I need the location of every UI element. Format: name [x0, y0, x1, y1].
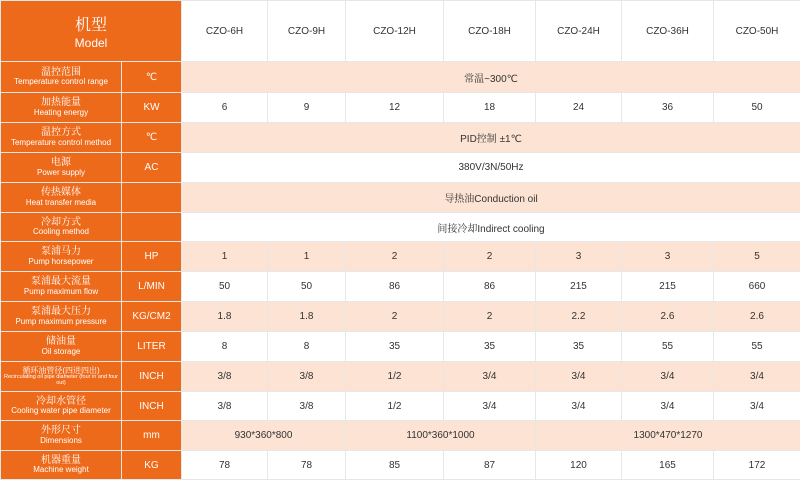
value-cell: 1.8: [268, 302, 346, 332]
value-cell: 1/2: [346, 392, 444, 421]
row-label: [1, 153, 122, 183]
spec-row: [1, 392, 800, 421]
value-cell: 215: [622, 272, 714, 302]
value-cell: 8: [268, 332, 346, 362]
model-header-cell: [1, 1, 182, 62]
value-cell: 165: [622, 451, 714, 480]
value-cell: 18: [444, 93, 536, 123]
value-cell: PID控制 ±1℃: [182, 123, 800, 153]
value-cell: 导热油Conduction oil: [182, 183, 800, 213]
spec-row: [1, 242, 800, 272]
row-label-zh: 冷却水管径: [1, 397, 121, 408]
row-label-en: Power supply: [1, 169, 121, 177]
row-unit: INCH: [122, 392, 182, 421]
value-cell: 87: [444, 451, 536, 480]
spec-row: [1, 93, 800, 123]
row-label-en: Machine weight: [1, 466, 121, 474]
row-unit: INCH: [122, 362, 182, 392]
value-cell: 660: [714, 272, 800, 302]
value-cell: 2: [444, 302, 536, 332]
row-label-en: Heat transfer media: [1, 199, 121, 207]
row-label-en: Dimensions: [1, 437, 121, 445]
value-cell: 3/4: [444, 392, 536, 421]
value-cell: 35: [536, 332, 622, 362]
row-label: [1, 421, 122, 451]
value-cell: 86: [444, 272, 536, 302]
row-label: [1, 93, 122, 123]
value-cell: 24: [536, 93, 622, 123]
row-label: [1, 302, 122, 332]
value-cell: 36: [622, 93, 714, 123]
row-label-en: Pump maximum flow: [1, 288, 121, 296]
value-cell: 9: [268, 93, 346, 123]
row-unit: mm: [122, 421, 182, 451]
value-cell: 3/4: [536, 362, 622, 392]
model-name: CZO-6H: [182, 1, 268, 62]
value-cell: 8: [182, 332, 268, 362]
spec-row: [1, 62, 800, 93]
row-label-zh: 泵浦最大压力: [1, 307, 121, 318]
value-cell: 50: [268, 272, 346, 302]
value-cell: 120: [536, 451, 622, 480]
value-cell: 2.6: [714, 302, 800, 332]
spec-row: [1, 153, 800, 183]
value-cell: 2: [346, 302, 444, 332]
model-label-en: Model: [1, 36, 181, 50]
spec-row: [1, 213, 800, 242]
row-label-zh: 循环油管径(四进四出): [1, 367, 121, 375]
row-unit: KW: [122, 93, 182, 123]
value-cell: 3/8: [182, 362, 268, 392]
row-label: [1, 123, 122, 153]
row-label: [1, 183, 122, 213]
value-cell: 215: [536, 272, 622, 302]
header-row: [1, 1, 800, 62]
value-cell: 86: [346, 272, 444, 302]
row-label: [1, 392, 122, 421]
row-label-zh: 泵浦马力: [1, 247, 121, 258]
spec-row: [1, 332, 800, 362]
value-cell: 3/4: [714, 392, 800, 421]
row-unit: KG: [122, 451, 182, 480]
row-label-en: Temperature control method: [1, 139, 121, 147]
value-cell: 3/4: [622, 362, 714, 392]
model-name: CZO-36H: [622, 1, 714, 62]
row-unit: [122, 183, 182, 213]
spec-row: [1, 362, 800, 392]
row-label-en: Cooling water pipe diameter: [1, 407, 121, 415]
row-label-zh: 温控范围: [1, 68, 121, 79]
row-label: [1, 362, 122, 392]
value-cell: 35: [444, 332, 536, 362]
value-cell: 2: [444, 242, 536, 272]
value-cell: 55: [622, 332, 714, 362]
row-unit: ℃: [122, 62, 182, 93]
model-name: CZO-50H: [714, 1, 800, 62]
value-cell: 78: [268, 451, 346, 480]
row-label-en: Temperature control range: [1, 78, 121, 86]
row-label-zh: 电源: [1, 158, 121, 169]
model-label-zh: 机型: [1, 12, 181, 35]
value-cell: 1300*470*1270: [536, 421, 800, 451]
row-label-en: Oil storage: [1, 348, 121, 356]
value-cell: 1: [182, 242, 268, 272]
value-cell: 85: [346, 451, 444, 480]
row-label-zh: 储油量: [1, 337, 121, 348]
value-cell: 78: [182, 451, 268, 480]
value-cell: 3/4: [622, 392, 714, 421]
value-cell: 55: [714, 332, 800, 362]
value-cell: 12: [346, 93, 444, 123]
value-cell: 3/8: [268, 362, 346, 392]
model-name: CZO-12H: [346, 1, 444, 62]
model-name: CZO-24H: [536, 1, 622, 62]
value-cell: 2.2: [536, 302, 622, 332]
row-label-zh: 冷却方式: [1, 218, 121, 229]
row-label-zh: 外形尺寸: [1, 426, 121, 437]
row-label: [1, 332, 122, 362]
value-cell: 380V/3N/50Hz: [182, 153, 800, 183]
value-cell: 172: [714, 451, 800, 480]
row-label: [1, 62, 122, 93]
value-cell: 3/8: [182, 392, 268, 421]
row-label-en: Cooling method: [1, 228, 121, 236]
row-label-zh: 机器重量: [1, 456, 121, 467]
spec-row: [1, 123, 800, 153]
value-cell: 3/4: [444, 362, 536, 392]
value-cell: 2.6: [622, 302, 714, 332]
value-cell: 2: [346, 242, 444, 272]
row-label: [1, 242, 122, 272]
spec-row: [1, 272, 800, 302]
value-cell: 3/8: [268, 392, 346, 421]
value-cell: 3: [622, 242, 714, 272]
row-label-en: Recirculating oil pipe diameter (four in and four out): [1, 375, 121, 387]
model-name: CZO-9H: [268, 1, 346, 62]
row-label: [1, 272, 122, 302]
row-label-en: Pump maximum pressure: [1, 318, 121, 326]
value-cell: 5: [714, 242, 800, 272]
value-cell: 1.8: [182, 302, 268, 332]
value-cell: 3: [536, 242, 622, 272]
value-cell: 常温~300℃: [182, 62, 800, 93]
spec-row: [1, 421, 800, 451]
row-label-zh: 传热媒体: [1, 188, 121, 199]
value-cell: 间接冷却Indirect cooling: [182, 213, 800, 242]
spec-row: [1, 451, 800, 480]
value-cell: 1/2: [346, 362, 444, 392]
row-unit: HP: [122, 242, 182, 272]
row-unit: L/MIN: [122, 272, 182, 302]
row-label: [1, 213, 122, 242]
row-unit: LITER: [122, 332, 182, 362]
value-cell: 3/4: [714, 362, 800, 392]
spec-row: [1, 302, 800, 332]
spec-row: [1, 183, 800, 213]
row-label-zh: 温控方式: [1, 128, 121, 139]
value-cell: 50: [182, 272, 268, 302]
row-label-zh: 加热能量: [1, 98, 121, 109]
row-label-en: Heating energy: [1, 109, 121, 117]
value-cell: 6: [182, 93, 268, 123]
row-unit: ℃: [122, 123, 182, 153]
row-label-zh: 泵浦最大流量: [1, 277, 121, 288]
row-unit: AC: [122, 153, 182, 183]
value-cell: 3/4: [536, 392, 622, 421]
model-name: CZO-18H: [444, 1, 536, 62]
value-cell: 1: [268, 242, 346, 272]
row-unit: KG/CM2: [122, 302, 182, 332]
value-cell: 35: [346, 332, 444, 362]
row-unit: [122, 213, 182, 242]
value-cell: 1100*360*1000: [346, 421, 536, 451]
value-cell: 50: [714, 93, 800, 123]
row-label: [1, 451, 122, 480]
value-cell: 930*360*800: [182, 421, 346, 451]
row-label-en: Pump horsepower: [1, 258, 121, 266]
